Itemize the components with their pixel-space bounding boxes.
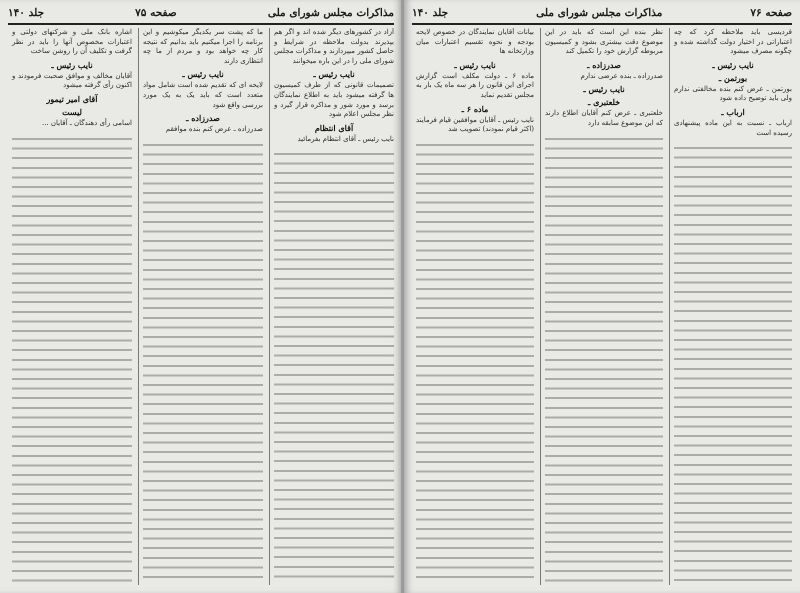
right-header-rule bbox=[412, 23, 792, 25]
right-header-left: جلد ۱۴۰ bbox=[412, 7, 449, 19]
list-heading: لیست bbox=[62, 106, 82, 117]
paragraph: ماده ۶ ـ دولت مکلف است گزارش اجرای این قانون را هر سه ماه یک بار به مجلس تقدیم نماید bbox=[416, 71, 534, 99]
left-header-left: جلد ۱۴۰ bbox=[8, 7, 45, 19]
left-header-center: صفحه ۷۵ bbox=[135, 7, 177, 19]
left-header-right: مذاکرات مجلس شورای ملی bbox=[267, 7, 394, 19]
left-col-1 bbox=[269, 28, 394, 585]
speaker-heading: صدرزاده ـ bbox=[186, 113, 220, 124]
right-col-2 bbox=[540, 28, 663, 585]
paragraph: اسامی رأی دهندگان ـ آقایان ... bbox=[41, 118, 132, 127]
right-col-1 bbox=[669, 28, 792, 585]
speaker-heading: آقای امیر تیمور bbox=[46, 93, 98, 104]
paragraph: نظر بنده این است که باید در این موضوع دقت بیشتری بشود و کمیسیون مربوطه گزارش خود را تکمیل کند bbox=[545, 28, 663, 56]
paragraph: آزاد در کشورهای دیگر شده اند و اگر هم بپذیرند بدولت ملاحظه در شرایط و حاصل کشور میپردازند و مذاکرات مجلس شورای ملی را در این باره میخوانند bbox=[274, 28, 394, 65]
speaker-heading: نایب رئیس ـ bbox=[454, 59, 496, 70]
right-header-right: صفحه ۷۶ bbox=[750, 7, 792, 19]
right-page-columns bbox=[412, 28, 792, 585]
paragraph: لایحه ای که تقدیم شده است شامل مواد متعدد است که باید یک به یک مورد بررسی واقع شود bbox=[143, 81, 263, 109]
speaker-heading: ارباب ـ bbox=[721, 106, 745, 117]
speaker-heading: آقای انتظام bbox=[314, 122, 354, 133]
paragraph: اشاره بانک ملی و شرکتهای دولتی و اعتبارات مخصوص آنها را باید در نظر گرفت و تکلیف آن را روشن ساخت bbox=[12, 28, 132, 56]
paragraph: بورتمن ـ عرض کنم بنده مخالفتی ندارم ولی باید توضیح داده شود bbox=[674, 84, 792, 103]
speaker-heading: بورتمن ـ bbox=[718, 72, 748, 83]
article-heading: ماده ۶ ـ bbox=[461, 103, 489, 114]
right-page-header bbox=[412, 4, 792, 22]
text-block-texture bbox=[143, 138, 263, 585]
left-page-header bbox=[8, 4, 394, 22]
text-block-texture bbox=[674, 141, 792, 585]
paragraph: بیانات آقایان نمایندگان در خصوص لایحه بودجه و نحوه تقسیم اعتبارات میان وزارتخانه ها bbox=[416, 28, 534, 56]
speaker-heading: نایب رئیس ـ bbox=[313, 69, 355, 80]
paragraph: ارباب ـ نسبت به این ماده پیشنهادی رسیده است bbox=[674, 118, 792, 137]
paragraph: آقایان مخالف و موافق صحبت فرمودند و اکنون رأی گرفته میشود bbox=[12, 71, 132, 90]
left-page-columns bbox=[8, 28, 394, 585]
speaker-heading: نایب رئیس ـ bbox=[51, 59, 93, 70]
left-col-2 bbox=[138, 28, 263, 585]
text-block-texture bbox=[416, 138, 534, 585]
paragraph: ما که پشت سر یکدیگر میکوشیم و این برنامه را اجرا میکنیم باید بدانیم که نتیجه کار چه خواهد بود و مردم از ما چه انتظاری دارند bbox=[143, 28, 263, 65]
paragraph: نایب رئیس ـ آقایان موافقین قیام فرمایند (اکثر قیام نمودند) تصویب شد bbox=[416, 115, 534, 134]
left-col-3 bbox=[8, 28, 132, 585]
paragraph: قردیسی باید ملاحظه کرد که چه اعتباراتی در اختیار دولت گذاشته شده و چگونه مصرف میشود bbox=[674, 28, 792, 56]
right-page bbox=[404, 0, 800, 593]
text-block-texture bbox=[274, 147, 394, 585]
paragraph: خلعتبری ـ عرض کنم آقایان اطلاع دارند که این موضوع سابقه دارد bbox=[545, 109, 663, 127]
right-col-3 bbox=[412, 28, 534, 585]
paragraph: تصمیمات قانونی که از طرف کمیسیون ها گرفته میشود باید به اطلاع نمایندگان برسد و مورد شور و مذاکره قرار گیرد و نظر مجلس اعلام شود bbox=[274, 81, 394, 119]
text-block-texture bbox=[12, 132, 132, 585]
right-header-center: مذاکرات مجلس شورای ملی bbox=[536, 7, 663, 19]
text-block-texture bbox=[545, 132, 663, 585]
speaker-heading: نایب رئیس ـ bbox=[712, 59, 754, 70]
paragraph: صدرزاده ـ عرض کنم بنده موافقم bbox=[165, 125, 263, 134]
speaker-heading: صدرزاده ـ bbox=[587, 59, 621, 70]
paragraph: صدرزاده ـ بنده عرضی ندارم bbox=[580, 71, 663, 80]
speaker-heading: خلعتبری ـ bbox=[587, 97, 621, 108]
left-header-rule bbox=[8, 23, 394, 25]
paragraph: نایب رئیس ـ آقای انتظام بفرمائید bbox=[297, 134, 394, 143]
speaker-heading: نایب رئیس ـ bbox=[182, 69, 224, 80]
speaker-heading: نایب رئیس ـ bbox=[583, 84, 625, 95]
